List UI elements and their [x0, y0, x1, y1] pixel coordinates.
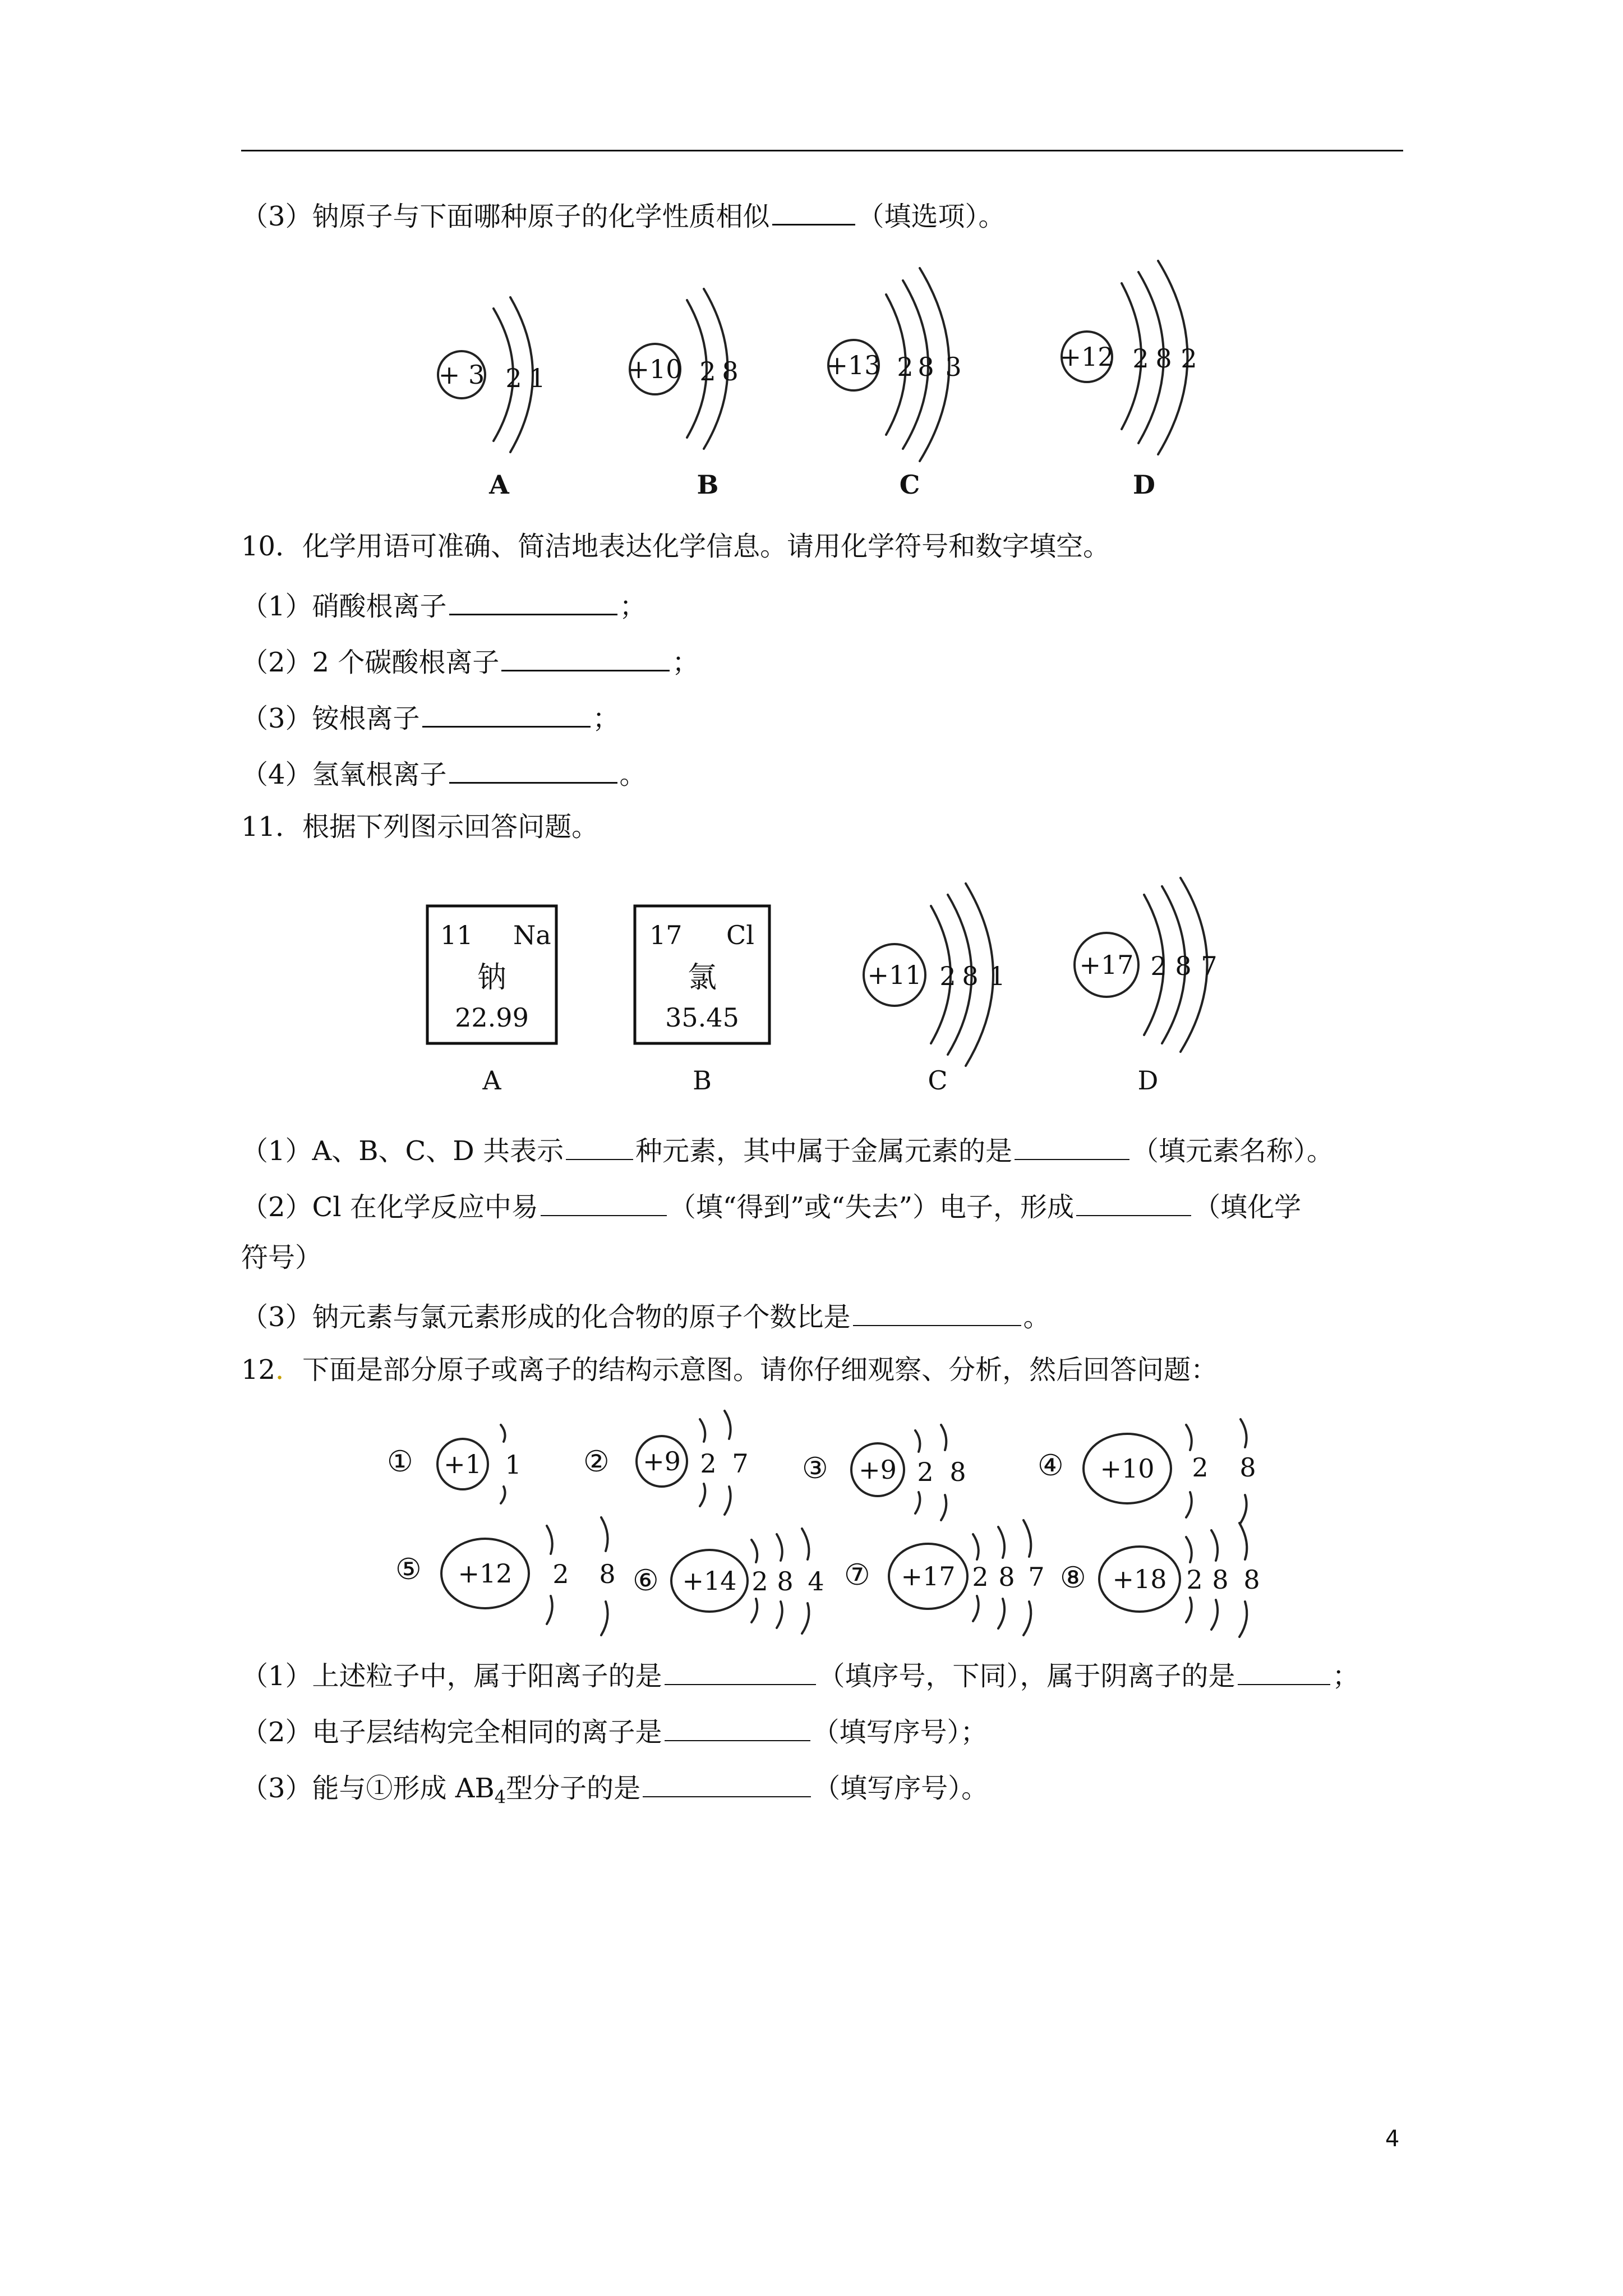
svg-text:①: ①: [387, 1445, 413, 1479]
svg-text:3: 3: [945, 352, 962, 382]
q10-item-1: （1）硝酸根离子 ；: [241, 589, 647, 620]
svg-text:②: ②: [583, 1445, 610, 1479]
answer-blank[interactable]: [1238, 1659, 1330, 1685]
svg-text:2: 2: [700, 1448, 717, 1479]
svg-text:8: 8: [1175, 951, 1192, 981]
svg-text:17: 17: [649, 920, 683, 950]
svg-text:1: 1: [529, 363, 546, 393]
svg-text:2: 2: [1186, 1565, 1203, 1595]
particle-2: [583, 1411, 749, 1515]
particle-1: [387, 1425, 522, 1503]
particle-8: [1099, 1523, 1260, 1637]
svg-text:2: 2: [552, 1559, 569, 1589]
svg-text:A: A: [489, 470, 509, 500]
q12-question-3: （3）能与①形成 $AB_4$型分子的是 （填写序号）。: [241, 1773, 989, 1808]
svg-text:2: 2: [1132, 343, 1149, 374]
q10-item-3: （3）铵根离子 ；: [241, 701, 620, 732]
svg-text:⑤: ⑤: [395, 1553, 422, 1586]
q9-line-3: （3）钠原子与下面哪种原子的化学性质相似 （填选项）。: [241, 199, 1006, 230]
svg-text:+14: +14: [682, 1566, 737, 1596]
particle-7: [844, 1520, 1086, 1635]
q11-stem: 11．根据下列图示回答问题。: [241, 811, 599, 843]
svg-text:2: 2: [1181, 343, 1197, 374]
page-number: 4: [1385, 2126, 1400, 2152]
svg-text:11: 11: [440, 920, 473, 950]
svg-text:+10: +10: [1100, 1453, 1155, 1484]
svg-text:Na: Na: [513, 920, 551, 950]
svg-text:2: 2: [972, 1562, 989, 1592]
svg-text:8: 8: [998, 1562, 1015, 1592]
particle-4: [1038, 1419, 1256, 1523]
q12-question-2: （2）电子层结构完全相同的离子是 （填写序号）；: [241, 1717, 988, 1748]
svg-text:+13: +13: [826, 350, 881, 380]
svg-text:+1: +1: [444, 1449, 482, 1479]
answer-blank[interactable]: [665, 1659, 816, 1685]
svg-text:2: 2: [699, 356, 716, 386]
svg-text:2: 2: [751, 1566, 768, 1596]
nucleus-charge: + 3: [438, 360, 485, 390]
q12-stem: 12．下面是部分原子或离子的结构示意图。请你仔细观察、分析，然后回答问题：: [241, 1354, 1218, 1386]
svg-text:④: ④: [1038, 1449, 1064, 1483]
svg-text:+11: +11: [867, 960, 922, 990]
svg-text:+10: +10: [628, 354, 683, 384]
answer-blank[interactable]: [665, 1715, 810, 1741]
q10-item-4: （4）氢氧根离子 。: [241, 757, 647, 788]
svg-text:Cl: Cl: [726, 920, 754, 950]
svg-text:2: 2: [1150, 951, 1167, 981]
svg-text:8: 8: [1239, 1452, 1256, 1483]
svg-text:+18: +18: [1112, 1564, 1167, 1594]
svg-text:22.99: 22.99: [455, 1002, 529, 1033]
svg-text:C: C: [928, 1065, 948, 1096]
q10-stem: 10．化学用语可准确、简洁地表达化学信息。请用化学符号和数字填空。: [241, 531, 1110, 562]
svg-text:氯: 氯: [687, 961, 717, 995]
svg-text:A: A: [482, 1065, 501, 1096]
svg-text:8: 8: [1212, 1565, 1229, 1595]
svg-text:2: 2: [505, 363, 522, 393]
svg-text:2: 2: [1192, 1452, 1209, 1483]
q11-question-2: （2）Cl 在化学反应中易 （填“得到”或“失去”）电子，形成 （填化学: [241, 1191, 1302, 1223]
svg-text:+12: +12: [458, 1558, 513, 1589]
svg-text:+17: +17: [1079, 950, 1134, 980]
svg-text:+9: +9: [643, 1446, 681, 1476]
svg-text:8: 8: [777, 1566, 794, 1596]
svg-text:7: 7: [732, 1448, 749, 1479]
svg-text:2: 2: [939, 961, 956, 991]
svg-text:1: 1: [989, 961, 1006, 991]
svg-text:+9: +9: [859, 1455, 897, 1485]
svg-text:8: 8: [962, 961, 979, 991]
svg-text:C: C: [899, 470, 920, 500]
svg-text:D: D: [1137, 1065, 1159, 1096]
svg-text:8: 8: [599, 1559, 616, 1589]
particle-3: [802, 1425, 966, 1520]
q11-question-1: （1）A、B、C、D 共表示 种元素，其中属于金属元素的是 （填元素名称）。: [241, 1135, 1334, 1167]
svg-text:4: 4: [808, 1566, 824, 1596]
q11-question-3: （3）钠元素与氯元素形成的化合物的原子个数比是 。: [241, 1301, 1050, 1333]
svg-text:B: B: [697, 470, 719, 500]
svg-text:8: 8: [722, 356, 739, 386]
answer-blank[interactable]: [643, 1772, 811, 1797]
svg-text:+17: +17: [901, 1561, 956, 1591]
svg-text:⑥: ⑥: [633, 1564, 659, 1598]
svg-text:⑧: ⑧: [1060, 1561, 1086, 1595]
svg-text:8: 8: [949, 1457, 966, 1487]
svg-text:2: 2: [917, 1457, 934, 1487]
svg-text:7: 7: [1201, 951, 1218, 981]
svg-text:8: 8: [1243, 1565, 1260, 1595]
svg-text:8: 8: [917, 352, 934, 382]
svg-text:1: 1: [505, 1450, 522, 1480]
particle-6: [633, 1529, 824, 1634]
q10-item-2: （2）2 个碳酸根离子 ；: [241, 645, 699, 676]
svg-text:8: 8: [1155, 343, 1172, 374]
q11-question-2-cont: 符号）: [241, 1242, 322, 1273]
svg-text:35.45: 35.45: [665, 1002, 739, 1033]
particle-5: [395, 1517, 616, 1635]
svg-text:钠: 钠: [477, 961, 507, 995]
svg-text:2: 2: [897, 352, 914, 382]
svg-text:③: ③: [802, 1452, 828, 1485]
svg-text:7: 7: [1028, 1562, 1045, 1592]
svg-text:B: B: [693, 1065, 712, 1096]
svg-text:+12: +12: [1059, 342, 1114, 372]
svg-text:D: D: [1133, 470, 1155, 500]
svg-text:⑦: ⑦: [844, 1558, 870, 1592]
q12-question-1: （1）上述粒子中，属于阳离子的是 （填序号，下同），属于阴离子的是 ；: [241, 1660, 1359, 1692]
